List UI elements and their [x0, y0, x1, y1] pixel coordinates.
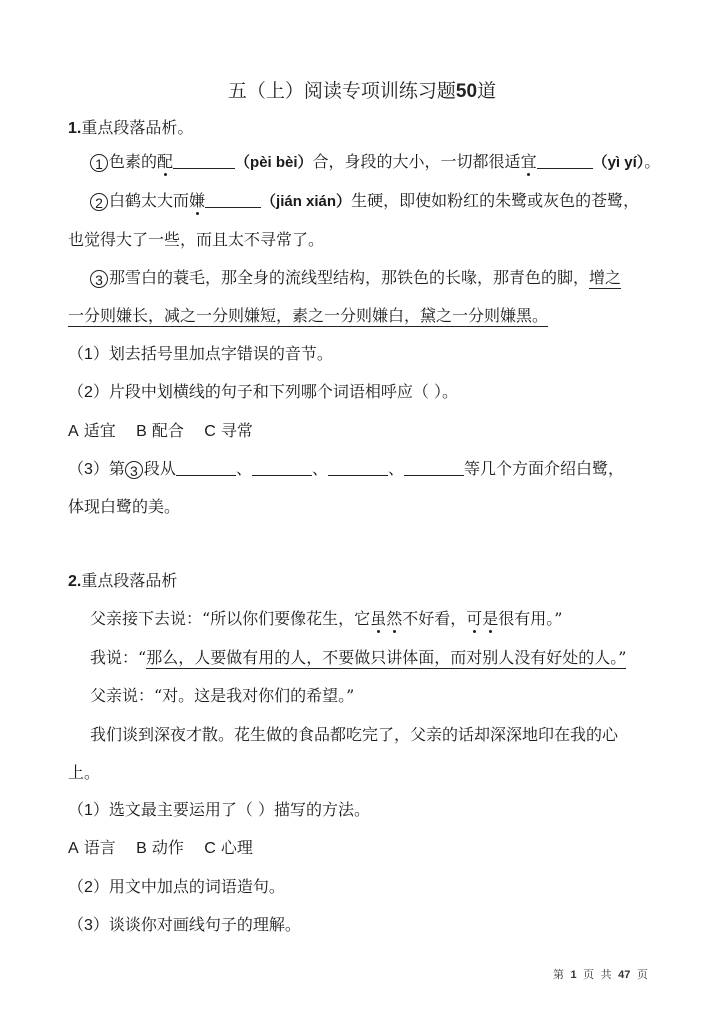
q2-line-3: 父亲说：“对。这是我对你们的希望。”	[90, 686, 355, 705]
q2-options	[68, 838, 253, 859]
dotted-char: 配	[157, 152, 174, 171]
option-c[interactable]: C 寻常	[204, 421, 253, 440]
q1-paragraph-3: 3 那雪白的蓑毛，那全身的流线型结构，那铁色的长喙，那青色的脚，增之	[90, 268, 621, 288]
underlined-sentence: 增之	[589, 268, 622, 287]
answer-blank[interactable]	[173, 152, 235, 169]
q2-line-1: 父亲接下去说：“所以你们要像花生，它虽然不好看，可是很有用。”	[90, 609, 563, 628]
q1-paragraph-3-cont	[68, 306, 548, 326]
q1-sub-question-3: （3）第 3 段从 、 、 、 等几个方面介绍白鹭，	[68, 459, 624, 479]
q2-line-2: 我说：“那么，人要做有用的人，不要做只讲体面，而对别人没有好处的人。”	[90, 648, 627, 667]
q1-paragraph-2: 2 白鹤太大而嫌 （jián xián）生硬，即使如粉红的朱鹭或灰色的苍鹭，	[90, 191, 639, 212]
current-page: 1	[570, 969, 577, 981]
option-c[interactable]: C 心理	[204, 838, 253, 857]
dotted-char: 宜	[520, 152, 537, 171]
circled-number-2: 2	[90, 193, 108, 211]
q1-heading: 1.重点段落品析。	[68, 118, 194, 137]
answer-blank[interactable]	[537, 152, 593, 169]
q2-sub-question-2: （2）用文中加点的词语造句。	[68, 877, 285, 896]
dotted-char: 可	[466, 609, 483, 628]
dotted-char: 虽	[370, 609, 387, 628]
q1-options	[68, 421, 253, 442]
dotted-char: 是	[482, 609, 499, 628]
q2-sub-question-3: （3）谈谈你对画线句子的理解。	[68, 915, 301, 934]
underlined-sentence: 那么，人要做有用的人，不要做只讲体面，而对别人没有好处的人。”	[146, 648, 627, 667]
answer-blank[interactable]	[205, 191, 261, 208]
page-title: 五（上）阅读专项训练习题50道	[227, 80, 497, 102]
answer-blank[interactable]	[404, 459, 464, 476]
page-footer: 第 1 页 共 47 页	[553, 968, 648, 981]
dotted-char: 然	[386, 609, 403, 628]
circled-number-3: 3	[125, 461, 143, 479]
q1-paragraph-1: 1 色素的配 （pèi bèi）合，身段的大小，一切都很适宜 （yì yí）。	[90, 152, 660, 173]
answer-blank[interactable]	[252, 459, 312, 476]
answer-blank[interactable]	[328, 459, 388, 476]
q2-line-4: 我们谈到深夜才散。花生做的食品都吃完了，父亲的话却深深地印在我的心	[90, 725, 619, 744]
q2-sub-question-1: （1）选文最主要运用了（ ）描写的方法。	[68, 800, 370, 819]
underlined-sentence: 一分则嫌长，减之一分则嫌短，素之一分则嫌白，黛之一分则嫌黑。	[68, 306, 549, 325]
q1-sub-question-1: （1）划去括号里加点字错误的音节。	[68, 344, 333, 363]
q2-line-5: 上。	[68, 763, 101, 782]
circled-number-1: 1	[90, 154, 108, 172]
q1-paragraph-2-cont: 也觉得大了一些，而且太不寻常了。	[68, 230, 325, 249]
total-pages: 47	[618, 969, 631, 981]
q1-sub-question-2: （2）片段中划横线的句子和下列哪个词语相呼应（ ）。	[68, 382, 458, 401]
q2-heading: 2.重点段落品析	[68, 571, 178, 590]
option-a[interactable]: A 适宜	[68, 421, 116, 440]
option-a[interactable]: A 语言	[68, 838, 116, 857]
q1-sub-question-3-cont: 体现白鹭的美。	[68, 497, 181, 516]
answer-blank[interactable]	[176, 459, 236, 476]
option-b[interactable]: B 配合	[136, 421, 184, 440]
circled-number-3: 3	[90, 270, 108, 288]
dotted-char: 嫌	[189, 191, 206, 210]
option-b[interactable]: B 动作	[136, 838, 184, 857]
